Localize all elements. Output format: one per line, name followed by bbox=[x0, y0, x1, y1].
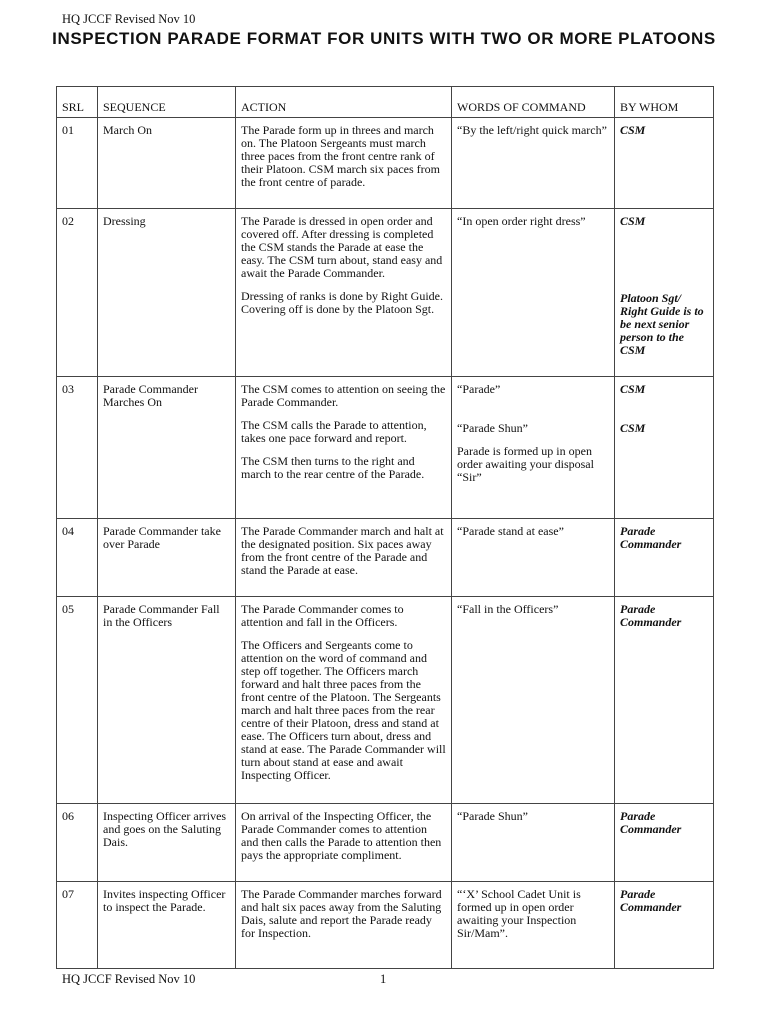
action-text: The CSM comes to attention on seeing the Parade Commander. bbox=[241, 382, 446, 409]
action-text: The Parade form up in threes and march on. The Platoon Sergeants must march three paces from the front centre rank of their Platoon. CSM march six paces from the front centre of parade. bbox=[241, 123, 440, 189]
col-header-sequence: SEQUENCE bbox=[98, 87, 236, 118]
cell-srl: 03 bbox=[57, 377, 98, 519]
command-text: “Parade Shun” bbox=[457, 809, 528, 823]
command-text: “Parade stand at ease” bbox=[457, 524, 564, 538]
cell-sequence: Dressing bbox=[98, 209, 236, 377]
action-text: The Parade Commander march and halt at the designated position. Six paces away from the front centre of the Parade and stand the Parade at ease. bbox=[241, 524, 444, 577]
cell-action bbox=[236, 118, 452, 209]
action-text: The Parade Commander comes to attention and fall in the Officers. bbox=[241, 602, 404, 629]
cell-srl: 01 bbox=[57, 118, 98, 209]
whom-text: Parade Commander bbox=[620, 809, 682, 836]
cell-by-whom bbox=[615, 804, 714, 882]
cell-srl: 05 bbox=[57, 597, 98, 804]
action-text: The Officers and Sergeants come to attention on the word of command and step off together. The Officers march forward and halt three paces from the front centre of the Platoon. The Sergeants march and halt three paces from the rear centre of their Platoon, dress and stand at ease. The Officers turn about, dress and stand at ease. The Parade Commander will turn about stand at ease and await Inspecting Officer. bbox=[241, 638, 446, 782]
command-text: “‘X’ School Cadet Unit is formed up in open order awaiting your Inspection Sir/Mam”. bbox=[457, 887, 581, 940]
whom-text: Parade Commander bbox=[620, 524, 682, 551]
command-text: “Fall in the Officers” bbox=[457, 602, 559, 616]
action-text: Dressing of ranks is done by Right Guide. Covering off is done by the Platoon Sgt. bbox=[241, 289, 443, 316]
whom-text: CSM bbox=[620, 214, 646, 228]
command-text: “In open order right dress” bbox=[457, 214, 586, 228]
action-text: The CSM then turns to the right and march to the rear centre of the Parade. bbox=[241, 454, 425, 481]
table-row bbox=[57, 882, 714, 969]
cell-by-whom bbox=[615, 519, 714, 597]
command-text: “By the left/right quick march” bbox=[457, 123, 607, 137]
cell-sequence: Parade Commander Fall in the Officers bbox=[98, 597, 236, 804]
whom-text: CSM bbox=[620, 421, 646, 435]
cell-srl: 04 bbox=[57, 519, 98, 597]
cell-words bbox=[452, 519, 615, 597]
action-text: On arrival of the Inspecting Officer, the Parade Commander comes to attention and then calls the Parade to attention then pays the appropriate compliment. bbox=[241, 809, 442, 862]
whom-text: CSM bbox=[620, 123, 646, 137]
table-row bbox=[57, 118, 714, 209]
cell-srl: 06 bbox=[57, 804, 98, 882]
cell-by-whom bbox=[615, 597, 714, 804]
table-header-row bbox=[57, 87, 714, 118]
document-title: INSPECTION PARADE FORMAT FOR UNITS WITH TWO OR MORE PLATOONS bbox=[52, 29, 716, 48]
table-row bbox=[57, 209, 714, 377]
cell-sequence: Parade Commander take over Parade bbox=[98, 519, 236, 597]
cell-words bbox=[452, 377, 615, 519]
table-row bbox=[57, 519, 714, 597]
cell-by-whom bbox=[615, 377, 714, 519]
running-header: HQ JCCF Revised Nov 10 bbox=[62, 12, 196, 26]
col-header-words-of-command: WORDS OF COMMAND bbox=[452, 87, 615, 118]
cell-action bbox=[236, 377, 452, 519]
table-row bbox=[57, 597, 714, 804]
whom-text: CSM bbox=[620, 382, 646, 396]
col-header-by-whom: BY WHOM bbox=[615, 87, 714, 118]
cell-srl: 02 bbox=[57, 209, 98, 377]
cell-action bbox=[236, 882, 452, 969]
cell-sequence: Parade Commander Marches On bbox=[98, 377, 236, 519]
cell-by-whom bbox=[615, 882, 714, 969]
col-header-srl: SRL bbox=[57, 87, 98, 118]
cell-words bbox=[452, 882, 615, 969]
parade-format-table bbox=[56, 86, 714, 969]
cell-action bbox=[236, 519, 452, 597]
whom-text: Parade Commander bbox=[620, 602, 682, 629]
command-text: “Parade Shun” bbox=[457, 421, 528, 435]
cell-sequence: March On bbox=[98, 118, 236, 209]
page-number: 1 bbox=[380, 972, 387, 986]
table-row bbox=[57, 804, 714, 882]
command-text: “Parade” bbox=[457, 382, 501, 396]
cell-sequence: Invites inspecting Officer to inspect the Parade. bbox=[98, 882, 236, 969]
table-row bbox=[57, 377, 714, 519]
cell-by-whom bbox=[615, 118, 714, 209]
whom-text: Platoon Sgt/ Right Guide is to be next senior person to the CSM bbox=[620, 291, 704, 357]
cell-by-whom bbox=[615, 209, 714, 377]
command-text: Parade is formed up in open order awaiting your disposal “Sir” bbox=[457, 444, 594, 484]
col-header-action: ACTION bbox=[236, 87, 452, 118]
action-text: The Parade is dressed in open order and covered off. After dressing is completed the CSM stands the Parade at ease the easy. The CSM turn about, stand easy and await the Parade Commander. bbox=[241, 214, 443, 280]
running-footer: HQ JCCF Revised Nov 10 bbox=[62, 972, 196, 986]
whom-text: Parade Commander bbox=[620, 887, 682, 914]
cell-sequence: Inspecting Officer arrives and goes on the Saluting Dais. bbox=[98, 804, 236, 882]
cell-words bbox=[452, 597, 615, 804]
cell-action bbox=[236, 209, 452, 377]
cell-words bbox=[452, 804, 615, 882]
action-text: The CSM calls the Parade to attention, takes one pace forward and report. bbox=[241, 418, 427, 445]
action-text: The Parade Commander marches forward and halt six paces away from the Saluting Dais, salute and report the Parade ready for Inspection. bbox=[241, 887, 442, 940]
cell-words bbox=[452, 118, 615, 209]
cell-srl: 07 bbox=[57, 882, 98, 969]
cell-words bbox=[452, 209, 615, 377]
cell-action bbox=[236, 804, 452, 882]
cell-action bbox=[236, 597, 452, 804]
